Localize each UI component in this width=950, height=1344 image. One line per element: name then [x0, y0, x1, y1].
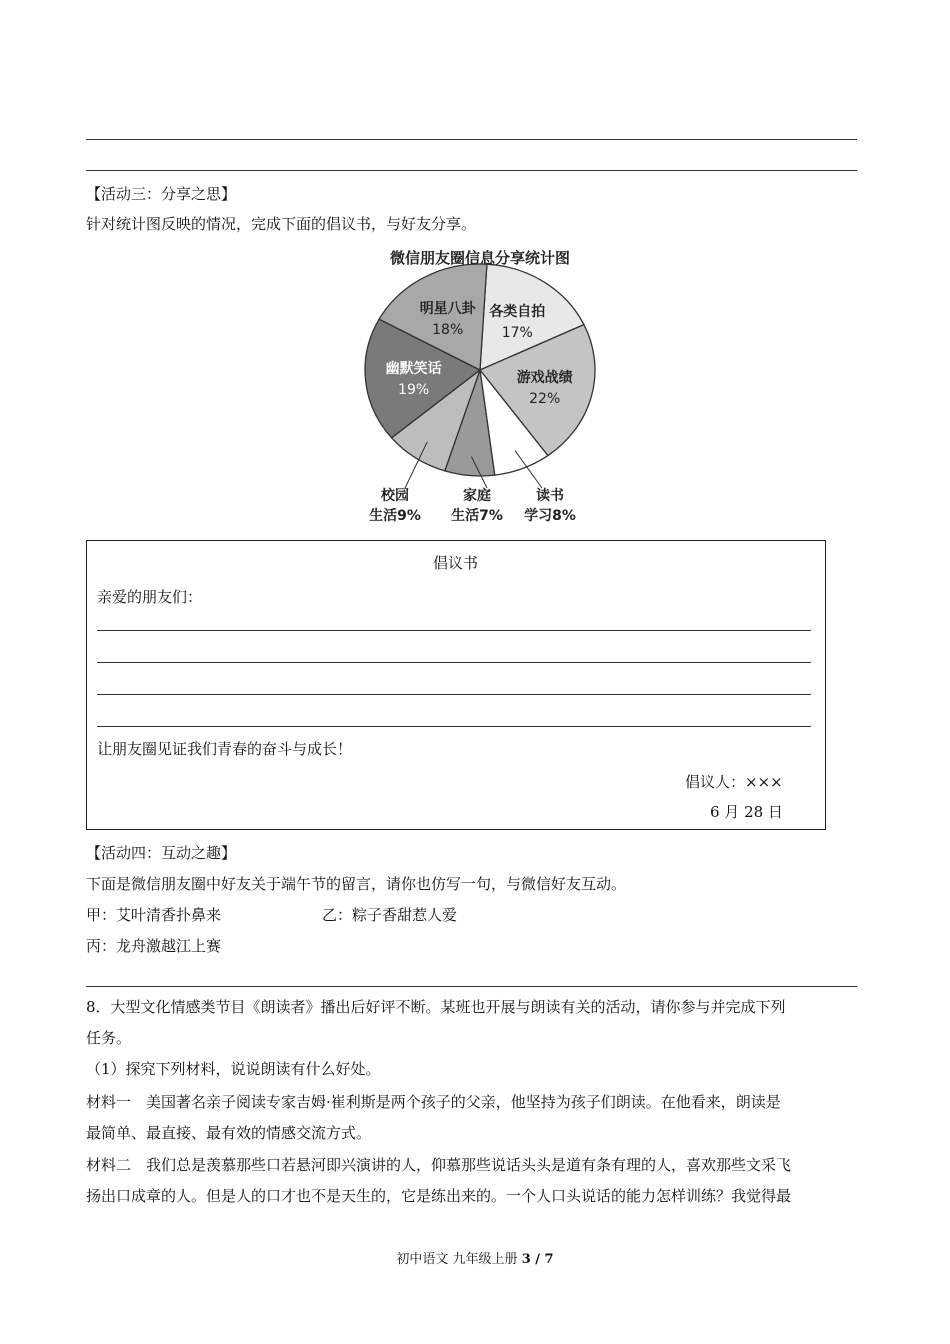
slice-value: 17% [501, 325, 533, 342]
answer-line[interactable] [86, 139, 857, 140]
page-footer [0, 1248, 950, 1267]
material1-line2: 最简单、最直接、最有效的情感交流方式。 [86, 1124, 372, 1142]
slice-name: 明星八卦 [419, 301, 476, 318]
slice-label: 家庭 [463, 488, 491, 504]
footer-subject: 初中语文 九年级上册 [396, 1252, 522, 1267]
slice-value: 22% [529, 391, 561, 408]
proposal-greeting: 亲爱的朋友们： [97, 588, 203, 606]
answer-line[interactable] [86, 170, 857, 171]
message-jia: 甲：艾叶清香扑鼻来 [86, 906, 222, 924]
footer-page: 3 / 7 [521, 1252, 554, 1267]
material2-line2: 扬出口成章的人。但是人的口才也不是天生的，它是练出来的。一个人口头说话的能力怎样训练？我觉得最 [86, 1187, 792, 1205]
slice-value: 18% [432, 322, 464, 339]
proposal-answer-line[interactable] [97, 662, 811, 663]
slice-label: 读书 [536, 488, 564, 504]
activity4-instruction: 下面是微信朋友圈中好友关于端午节的留言，请你也仿写一句，与微信好友互动。 [86, 875, 627, 893]
activity3-heading: 【活动三：分享之思】 [86, 185, 237, 203]
slice-label: 生活7% [451, 508, 503, 524]
proposal-date: 6 月 28 日 [710, 803, 783, 821]
q8-line1: 8．大型文化情感类节目《朗读者》播出后好评不断。某班也开展与朗读有关的活动，请你参与并完成下列 [86, 998, 786, 1016]
q8-sub1: （1）探究下列材料，说说朗读有什么好处。 [86, 1060, 381, 1078]
slice-name: 各类自拍 [489, 304, 546, 321]
message-yi: 乙：粽子香甜惹人爱 [322, 906, 458, 924]
proposal-answer-line[interactable] [97, 694, 811, 695]
pie-chart [340, 243, 620, 533]
proposal-answer-line[interactable] [97, 630, 811, 631]
slice-name: 游戏战绩 [516, 370, 573, 387]
activity3-instruction: 针对统计图反映的情况，完成下面的倡议书，与好友分享。 [86, 215, 477, 233]
message-bing: 丙：龙舟激越江上赛 [86, 937, 222, 955]
proposal-answer-line[interactable] [97, 726, 811, 727]
q8-line2: 任务。 [86, 1029, 132, 1047]
material2-line1: 材料二 我们总是羡慕那些口若悬河即兴演讲的人，仰慕那些说话头头是道有条有理的人，喜欢那些文采飞 [86, 1156, 792, 1174]
answer-line[interactable] [86, 986, 857, 987]
slice-value: 19% [398, 382, 430, 398]
material1-line1: 材料一 美国著名亲子阅读专家吉姆·崔利斯是两个孩子的父亲，他坚持为孩子们朗读。在他看来，朗读是 [86, 1093, 781, 1111]
proposal-closing: 让朋友圈见证我们青春的奋斗与成长！ [97, 740, 353, 758]
proposal-title: 倡议书 [433, 554, 479, 572]
slice-label: 生活9% [369, 508, 421, 524]
activity4-heading: 【活动四：互动之趣】 [86, 844, 237, 862]
slice-label: 学习8% [524, 508, 576, 524]
slice-label: 校园 [381, 488, 409, 504]
proposal-signer: 倡议人：××× [685, 773, 783, 791]
chart-title: 微信朋友圈信息分享统计图 [389, 249, 571, 267]
proposal-box [86, 540, 826, 830]
slice-name: 幽默笑话 [385, 361, 442, 377]
